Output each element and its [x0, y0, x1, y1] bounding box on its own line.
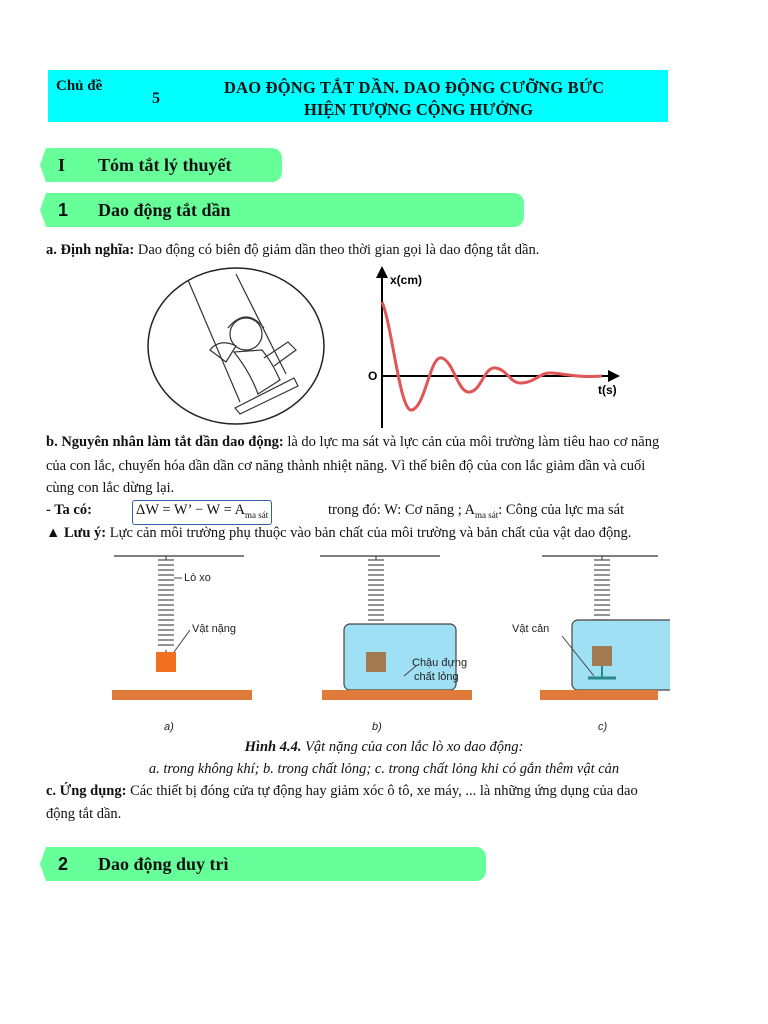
cause-line1 — [46, 433, 659, 451]
definition-text: Dao động có biên độ giảm dần theo thời gian gọi là dao động tắt dần. — [137, 242, 540, 258]
formula-where-text: trong đó: W: Cơ năng ; A — [328, 502, 476, 518]
container-label-2: chất lỏng — [414, 671, 459, 683]
section-heading-I — [46, 148, 282, 182]
formula-where-tail: : Công của lực ma sát — [498, 502, 625, 518]
section-number: 1 — [58, 200, 69, 220]
cause-line3: cùng con lắc dừng lại. — [46, 480, 175, 496]
graph-x-label: t(s) — [598, 383, 617, 397]
formula-sub: ma sát — [245, 509, 269, 520]
obstacle-label: Vật cản — [512, 623, 550, 635]
application-paragraph — [46, 782, 638, 800]
graph-origin-label: O — [368, 369, 378, 383]
topic-title-line1: DAO ĐỘNG TẮT DẦN. DAO ĐỘNG CƯỠNG BỨC — [224, 78, 605, 97]
note-text: Lực cản môi trường phụ thuộc vào bản chất của môi trường và bản chất của vật dao động. — [109, 525, 632, 541]
section-number: I — [58, 155, 66, 175]
figure-caption — [0, 738, 768, 756]
section-label: Dao động tắt dần — [98, 200, 231, 220]
cause-line2: của con lắc, chuyển hóa dần dần cơ năng thành nhiệt năng. Vì thế biên độ của con lắc giảm dần và cuối — [46, 458, 646, 474]
graph-y-label: x(cm) — [390, 273, 423, 287]
cause-label: b. Nguyên nhân làm tắt dần dao động: — [46, 434, 284, 450]
section-heading-2 — [46, 847, 486, 881]
topic-label: Chủ đề — [56, 78, 103, 94]
topic-number: 5 — [152, 90, 160, 107]
subfigure-a-label: a) — [164, 721, 174, 733]
formula-prefix: - Ta có: — [46, 502, 92, 518]
spring-figure — [110, 548, 670, 736]
container-label-1: Chậu đựng — [412, 657, 468, 669]
note-label: ▲ Lưu ý: — [46, 525, 107, 541]
caption-text: Vật nặng của con lắc lò xo dao động: — [305, 739, 524, 755]
section-heading-1 — [46, 193, 524, 227]
application-line2: động tắt dần. — [46, 806, 122, 822]
topic-banner — [48, 70, 668, 122]
definition-paragraph — [46, 241, 539, 259]
formula-where-sub: ma sát — [475, 509, 499, 520]
spring-label: Lò xo — [184, 572, 211, 584]
caption-line2: a. trong không khí; b. trong chất lỏng; c. trong chất lỏng khi có gắn thêm vật cản — [148, 761, 620, 777]
section-label: Dao động duy trì — [98, 854, 229, 874]
damped-oscillation-graph — [340, 264, 630, 432]
formula-where — [328, 501, 624, 524]
mass-label: Vật nặng — [192, 623, 237, 635]
section-number: 2 — [58, 854, 69, 874]
note-paragraph — [46, 524, 631, 542]
swing-illustration — [140, 262, 330, 430]
application-label: c. Ứng dụng: — [46, 783, 127, 799]
formula-main: ΔW = W’ − W = A — [136, 502, 246, 518]
formula-line — [46, 501, 92, 519]
definition-label: a. Định nghĩa: — [46, 242, 135, 258]
figure-caption-line2 — [0, 760, 768, 778]
subfigure-b-label: b) — [372, 721, 382, 733]
cause-text: là do lực ma sát và lực cản của môi trường làm tiêu hao cơ năng — [287, 434, 660, 450]
section-label: Tóm tắt lý thuyết — [98, 155, 232, 175]
caption-bold: Hình 4.4. — [244, 739, 302, 755]
formula-box — [132, 500, 272, 525]
subfigure-c-label: c) — [598, 721, 608, 733]
application-text: Các thiết bị đóng cửa tự động hay giảm xóc ô tô, xe máy, ... là những ứng dụng của dao — [130, 783, 638, 799]
topic-title-line2: HIỆN TƯỢNG CỘNG HƯỞNG — [304, 100, 534, 119]
